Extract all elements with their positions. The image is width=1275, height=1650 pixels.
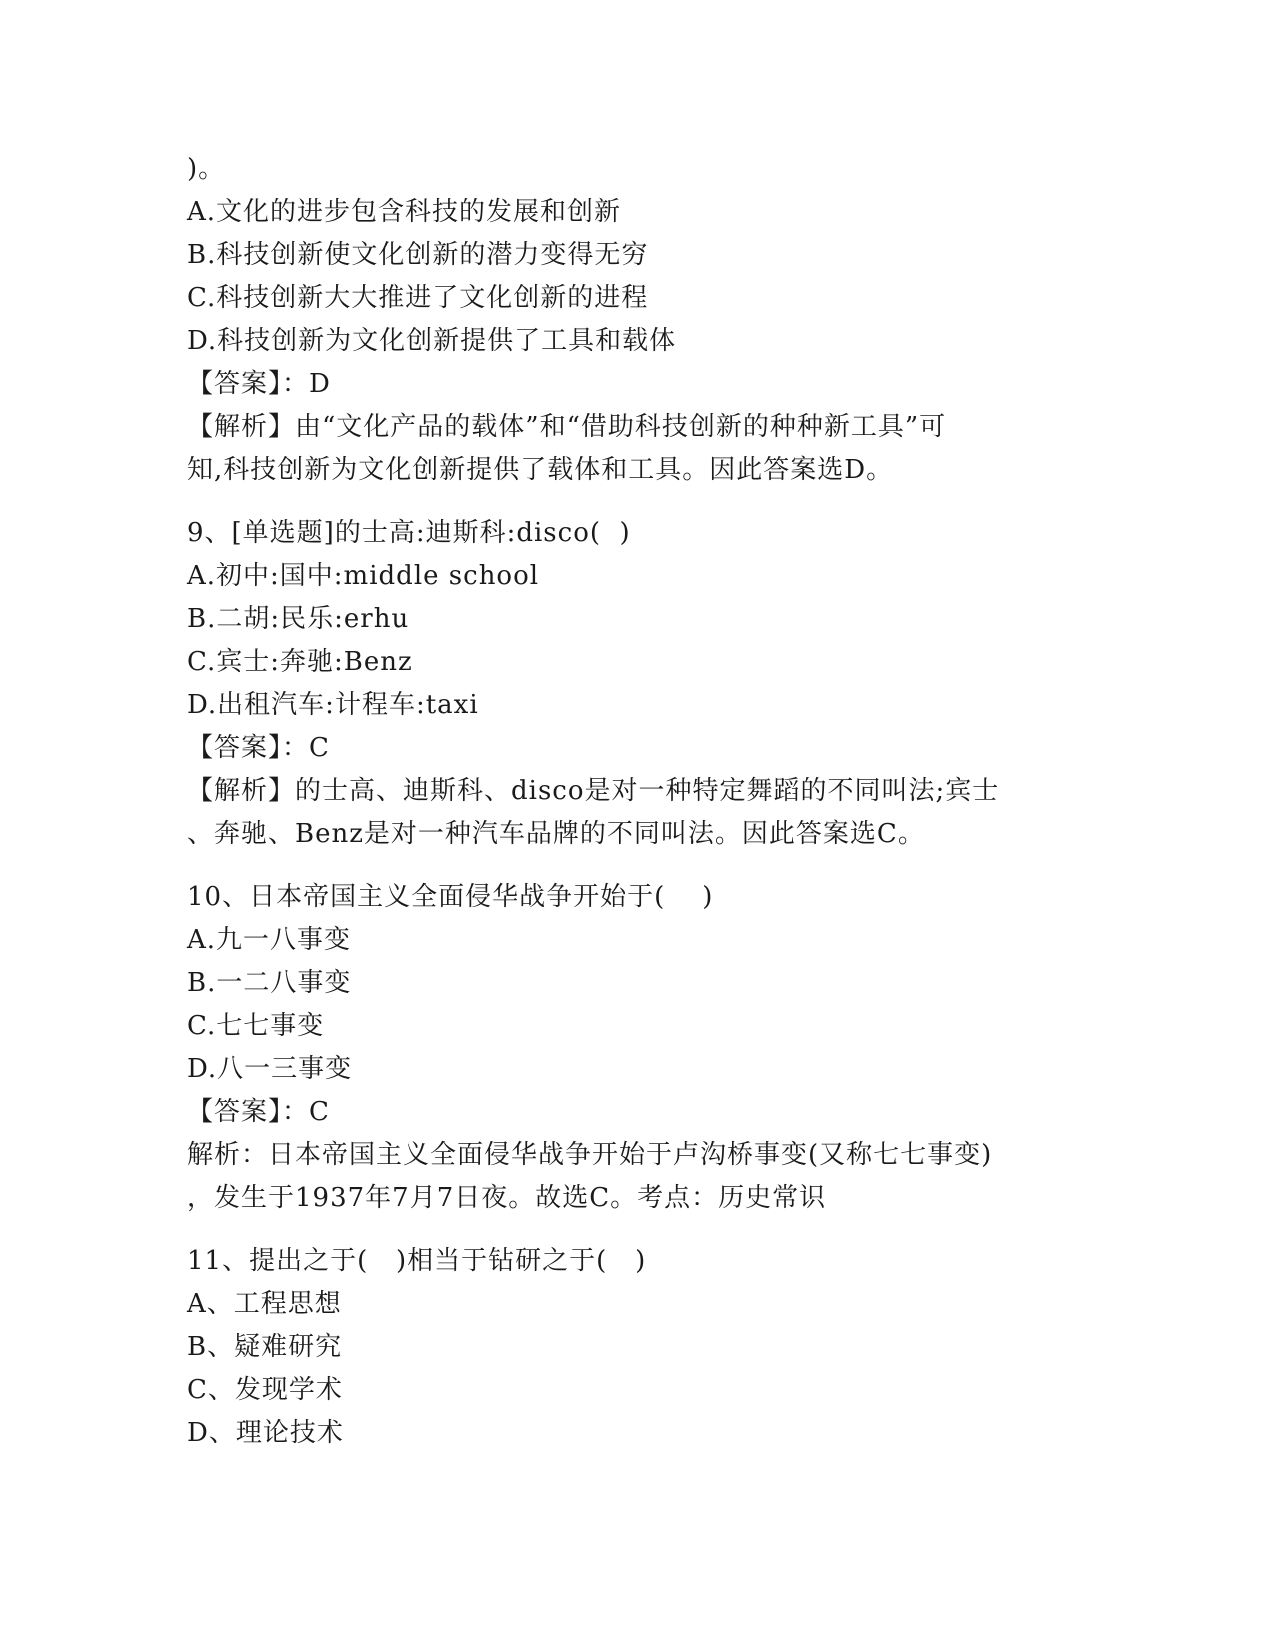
q11-option-c: C、发现学术 xyxy=(187,1375,343,1405)
q8-analysis-line-2: 知,科技创新为文化创新提供了载体和工具。因此答案选D。 xyxy=(187,455,894,485)
q10-option-c: C.七七事变 xyxy=(187,1011,325,1041)
q11-option-d: D、理论技术 xyxy=(187,1418,344,1448)
spacer xyxy=(187,1220,1067,1240)
q8-option-b: B.科技创新使文化创新的潜力变得无穷 xyxy=(187,240,649,270)
q10-option-d: D.八一三事变 xyxy=(187,1054,353,1084)
q9-analysis-line-2: 、奔驰、Benz是对一种汽车品牌的不同叫法。因此答案选C。 xyxy=(187,819,925,849)
q11-stem: 11、提出之于( )相当于钻研之于( ) xyxy=(187,1246,647,1276)
q8-stem-tail: )。 xyxy=(187,154,226,184)
q10-analysis-line-1: 解析：日本帝国主义全面侵华战争开始于卢沟桥事变(又称七七事变) xyxy=(187,1140,993,1170)
q10-option-a: A.九一八事变 xyxy=(187,925,352,955)
q9-option-d: D.出租汽车:计程车:taxi xyxy=(187,690,479,720)
q8-option-a: A.文化的进步包含科技的发展和创新 xyxy=(187,197,622,227)
q9-option-b: B.二胡:民乐:erhu xyxy=(187,604,410,634)
q9-option-c: C.宾士:奔驰:Benz xyxy=(187,647,413,677)
q10-answer: 【答案】：C xyxy=(187,1097,330,1127)
q10-stem: 10、日本帝国主义全面侵华战争开始于( ) xyxy=(187,882,714,912)
q9-stem: 9、[单选题]的士高:迪斯科:disco( ) xyxy=(187,518,631,548)
q8-option-d: D.科技创新为文化创新提供了工具和载体 xyxy=(187,326,677,356)
spacer xyxy=(187,492,1067,512)
q8-analysis-line-1: 【解析】由“文化产品的载体”和“借助科技创新的种种新工具”可 xyxy=(187,412,947,442)
q11-option-b: B、疑难研究 xyxy=(187,1332,343,1362)
q10-analysis-line-2: ，发生于1937年7月7日夜。故选C。考点：历史常识 xyxy=(187,1183,827,1213)
q11-option-a: A、工程思想 xyxy=(187,1289,342,1319)
q9-option-a: A.初中:国中:middle school xyxy=(187,561,540,591)
q8-option-c: C.科技创新大大推进了文化创新的进程 xyxy=(187,283,649,313)
q9-analysis-line-1: 【解析】的士高、迪斯科、disco是对一种特定舞蹈的不同叫法;宾士 xyxy=(187,776,1000,806)
spacer xyxy=(187,856,1067,876)
q8-answer: 【答案】：D xyxy=(187,369,331,399)
q10-option-b: B.一二八事变 xyxy=(187,968,352,998)
document-page xyxy=(187,148,1067,1455)
q9-answer: 【答案】：C xyxy=(187,733,330,763)
